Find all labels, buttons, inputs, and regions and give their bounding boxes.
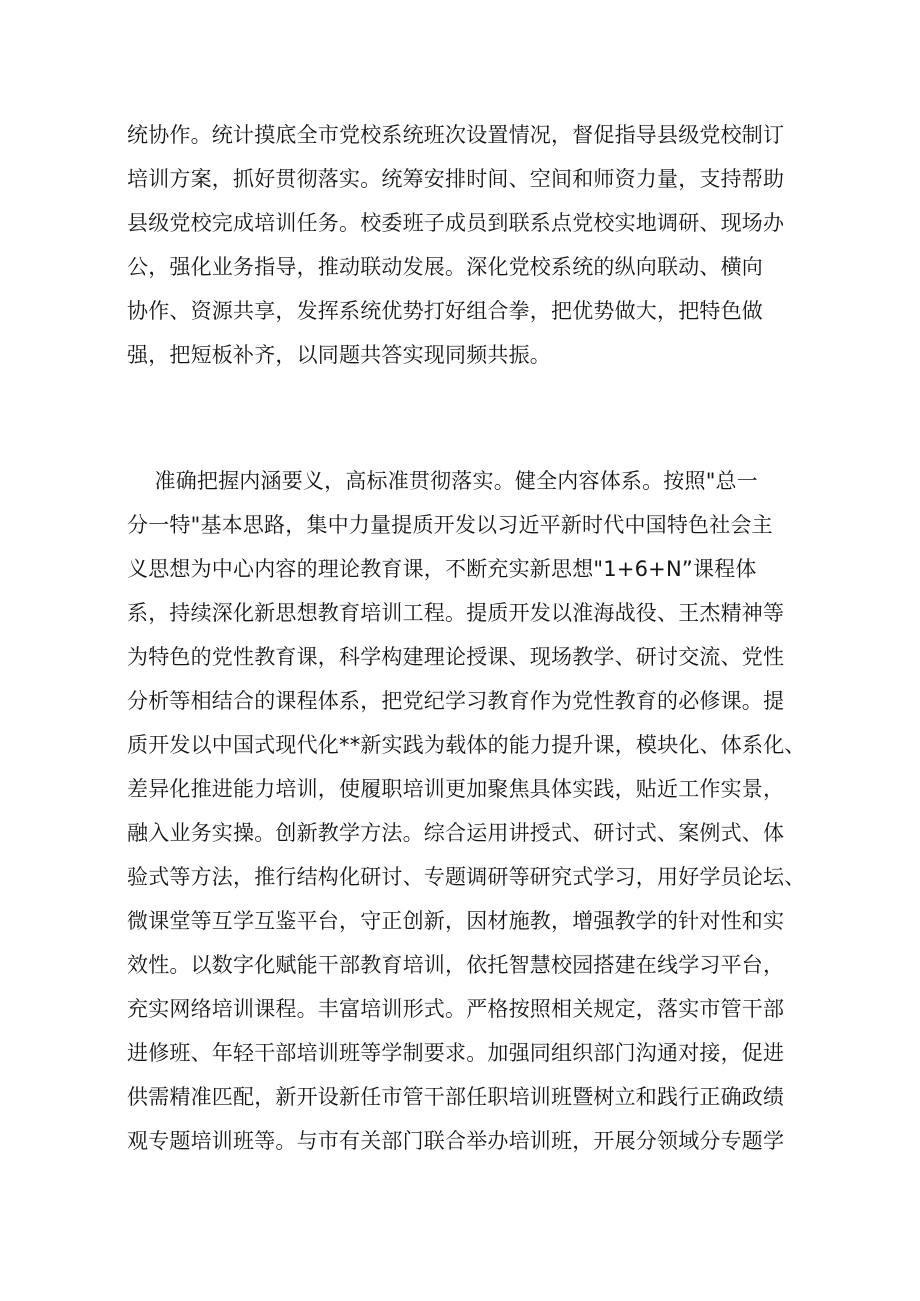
text-line: 分析等相结合的课程体系，把党纪学习教育作为党性教育的必修课。提 (127, 689, 785, 713)
text-line: 供需精准匹配，新开设新任市管干部任职培训班暨树立和践行正确政绩 (127, 1085, 785, 1109)
text-line: 充实网络培训课程。丰富培训形式。严格按照相关规定，落实市管干部 (127, 997, 785, 1021)
text-line: 统协作。统计摸底全市党校系统班次设置情况，督促指导县级党校制订 (127, 123, 785, 147)
paragraph-2 (127, 459, 807, 1163)
text-line: 县级党校完成培训任务。校委班子成员到联系点党校实地调研、现场办 (127, 211, 785, 235)
text-line: 融入业务实操。创新教学方法。综合运用讲授式、研讨式、案例式、体 (127, 821, 785, 845)
text-line: 效性。以数字化赋能干部教育培训，依托智慧校园搭建在线学习平台， (127, 953, 785, 977)
text-line: 强，把短板补齐，以同题共答实现同频共振。 (127, 343, 551, 367)
text-line: 进修班、年轻干部培训班等学制要求。加强同组织部门沟通对接，促进 (127, 1041, 785, 1065)
text-line: 义思想为中心内容的理论教育课，不断充实新思想"1+6+N”课程体 (127, 557, 757, 581)
text-line: 系，持续深化新思想教育培训工程。提质开发以淮海战役、王杰精神等 (127, 601, 785, 625)
text-line: 观专题培训班等。与市有关部门联合举办培训班，开展分领域分专题学 (127, 1129, 785, 1153)
text-line: 培训方案，抓好贯彻落实。统筹安排时间、空间和师资力量，支持帮助 (127, 167, 785, 191)
text-line: 为特色的党性教育课，科学构建理论授课、现场教学、研讨交流、党性 (127, 645, 785, 669)
paragraph-1 (127, 113, 807, 377)
text-line: 公，强化业务指导，推动联动发展。深化党校系统的纵向联动、横向 (127, 255, 763, 279)
text-line: 微课堂等互学互鉴平台，守正创新，因材施教，增强教学的针对性和实 (127, 909, 785, 933)
text-line: 分一特"基本思路，集中力量提质开发以习近平新时代中国特色社会主 (127, 513, 773, 537)
text-line: 准确把握内涵要义，高标准贯彻落实。健全内容体系。按照"总一 (127, 469, 758, 493)
text-line: 协作、资源共享，发挥系统优势打好组合拳，把优势做大，把特色做 (127, 299, 763, 323)
text-line: 质开发以中国式现代化**新实践为载体的能力提升课，模块化、体系化、 (127, 733, 806, 757)
text-line: 验式等方法，推行结构化研讨、专题调研等研究式学习，用好学员论坛、 (127, 865, 806, 889)
text-line: 差异化推进能力培训，使履职培训更加聚焦具体实践，贴近工作实景， (127, 777, 785, 801)
